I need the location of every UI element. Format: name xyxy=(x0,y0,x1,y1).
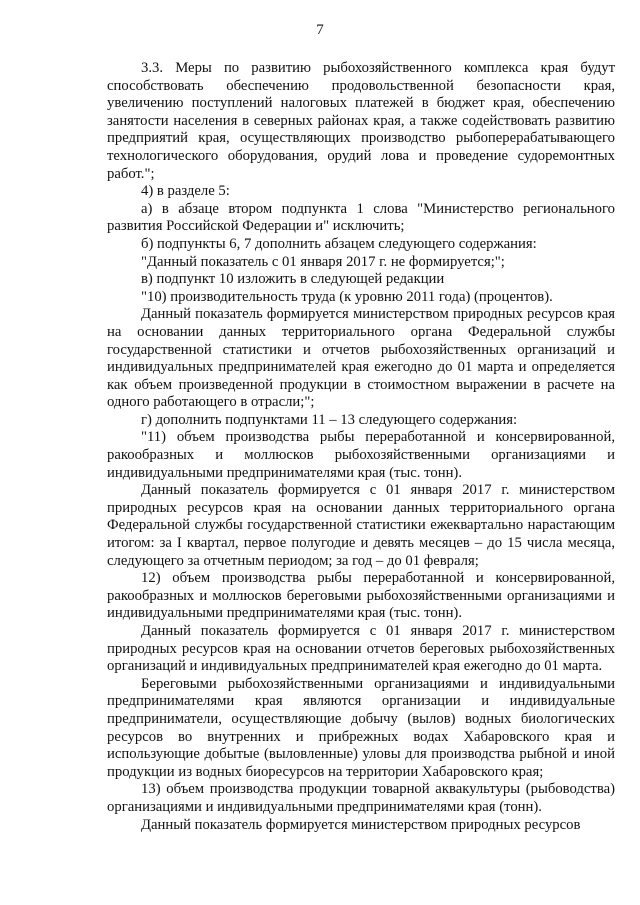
paragraph-3-3-measures: 3.3. Меры по развитию рыбохозяйственного комплекса края будут способствовать обеспечению продовольственной безопасности края, увеличению поступлений налоговых платежей в бюджет края, обеспечению занятости населения в северных районах края, а также содействовать развитию предприятий края, осуществляющих производство рыбоперерабатывающего технологического оборудования, орудий лова и проведение судоремонтных работ."; xyxy=(107,60,615,182)
paragraph-section-5: 4) в разделе 5: xyxy=(141,183,230,200)
paragraph-subitem-11: "11) объем производства рыбы переработанной и консервированной, ракообразных и моллюсков рыбохозяйственными организациями и индивидуальными предпринимателями края (тыс. тонн). xyxy=(107,429,615,481)
paragraph-subitem-11-description: Данный показатель формируется с 01 января 2017 г. министерством природных ресурсов края на основании данных территориального органа Федеральной службы государственной статистики ежеквартально нарастающим итогом: за I квартал, первое полугодие и девять месяцев – до 15 числа месяца, следующего за отчетным периодом; за год – до 01 февраля; xyxy=(107,482,615,569)
paragraph-item-v: в) подпункт 10 изложить в следующей редакции xyxy=(141,271,445,288)
paragraph-item-a: а) в абзаце втором подпункта 1 слова "Министерство регионального развития Российской Федерации и" исключить; xyxy=(107,200,615,235)
paragraph-subitem-10: "10) производительность труда (к уровню 2011 года) (процентов). xyxy=(141,288,553,305)
paragraph-coastal-organizations: Береговыми рыбохозяйственными организациями и индивидуальными предпринимателями края являются организации и индивидуальные предприниматели, осуществляющие добычу (вылов) водных биологических ресурсов во внутренних и прибрежных водах Хабаровского края и использующие добытые (выловленные) уловы для производства рыбной и иной продукции из водных биоресурсов на территории Хабаровского края; xyxy=(107,675,615,780)
paragraph-subitem-10-description: Данный показатель формируется министерством природных ресурсов края на основании данных территориального органа Федеральной службы государственной статистики и отчетов рыбохозяйственных организаций и индивидуальных предпринимателей края ежегодно до 01 марта и определяется как объем произведенной продукции в стоимостном выражении в расчете на одного работающего в отрасли;"; xyxy=(107,306,615,411)
paragraph-subitem-12: 12) объем производства рыбы переработанной и консервированной, ракообразных и моллюсков береговыми рыбохозяйственными организациями и индивидуальными предпринимателями края (тыс. тонн). xyxy=(107,570,615,622)
paragraph-subitem-13: 13) объем производства продукции товарной аквакультуры (рыбоводства) организациями и индивидуальными предпринимателями края (тонн). xyxy=(107,781,615,815)
page-number: 7 xyxy=(316,22,324,38)
paragraph-item-g: г) дополнить подпунктами 11 – 13 следующего содержания: xyxy=(141,411,518,428)
paragraph-subitem-12-description: Данный показатель формируется с 01 января 2017 г. министерством природных ресурсов края на основании отчетов береговых рыбохозяйственных организаций и индивидуальных предпринимателей края ежегодно до 01 марта. xyxy=(107,623,615,675)
document-body xyxy=(107,60,615,834)
paragraph-subitem-13-description: Данный показатель формируется министерством природных ресурсов xyxy=(141,816,581,833)
paragraph-item-b: б) подпункты 6, 7 дополнить абзацем следующего содержания: xyxy=(141,235,537,252)
paragraph-indicator-not-formed: "Данный показатель с 01 января 2017 г. не формируется;"; xyxy=(141,253,505,270)
